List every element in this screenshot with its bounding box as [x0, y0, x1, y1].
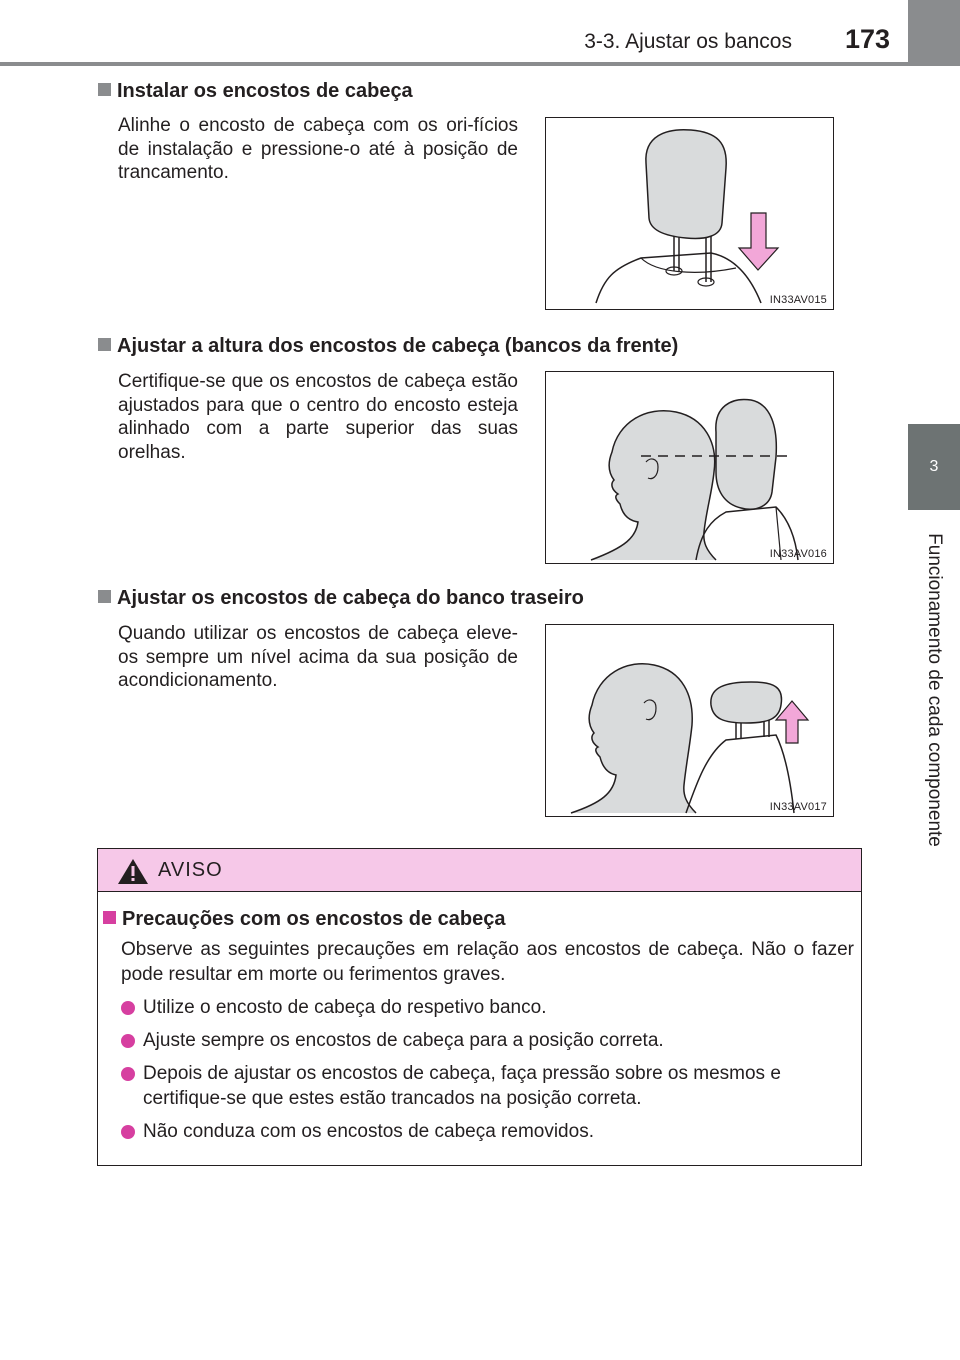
- warning-intro: Observe as seguintes precauções em relação aos encostos de cabeça. Não o fazer pode resultar em morte ou ferimentos graves.: [121, 939, 854, 985]
- figure-front-headrest-height: [545, 371, 834, 564]
- warning-box: [97, 848, 862, 1166]
- headrest-install-illustration: [546, 118, 834, 310]
- section-text-rear: Quando utilizar os encostos de cabeça eleve-os sempre um nível acima da sua posição de acondicionamento.: [118, 623, 518, 691]
- header-tab-block: [908, 0, 960, 66]
- gray-square-icon: [98, 590, 111, 603]
- page-number: 173: [844, 24, 890, 54]
- section-title: 3-3. Ajustar os bancos: [584, 30, 792, 53]
- chapter-title: Funcionamento de cada componente: [924, 533, 945, 847]
- head-alignment-illustration: [546, 372, 834, 564]
- figure-code: IN33AV015: [769, 294, 827, 306]
- warning-header: [98, 849, 861, 892]
- section-heading-front-height: Ajustar a altura dos encostos de cabeça (bancos da frente): [98, 335, 678, 358]
- section-text-install: Alinhe o encosto de cabeça com os ori-fícios de instalação e pressione-o até à posição de trancamento.: [118, 115, 518, 183]
- warning-item: Utilize o encosto de cabeça do respetivo banco.: [121, 995, 857, 1020]
- magenta-dot-icon: [121, 1125, 135, 1139]
- rear-headrest-illustration: [546, 625, 834, 817]
- figure-rear-headrest: [545, 624, 834, 817]
- section-heading-install: Instalar os encostos de cabeça: [98, 80, 413, 103]
- figure-code: IN33AV016: [769, 548, 827, 560]
- gray-square-icon: [98, 83, 111, 96]
- header-rule: [0, 62, 960, 66]
- section-heading-rear: Ajustar os encostos de cabeça do banco traseiro: [98, 587, 584, 610]
- warning-heading: Precauções com os encostos de cabeça: [103, 908, 506, 931]
- figure-install-headrest: [545, 117, 834, 310]
- magenta-square-icon: [103, 911, 116, 924]
- magenta-dot-icon: [121, 1034, 135, 1048]
- chapter-number: 3: [929, 458, 939, 475]
- chapter-tab[interactable]: [908, 424, 960, 510]
- warning-item: Ajuste sempre os encostos de cabeça para a posição correta.: [121, 1028, 857, 1053]
- warning-label: AVISO: [158, 859, 223, 881]
- warning-item: Depois de ajustar os encostos de cabeça, faça pressão sobre os mesmos e certifique-se que estes estão trancados na posição correta.: [121, 1061, 857, 1111]
- warning-triangle-icon: [116, 857, 150, 885]
- magenta-dot-icon: [121, 1001, 135, 1015]
- warning-item: Não conduza com os encostos de cabeça removidos.: [121, 1119, 857, 1144]
- gray-square-icon: [98, 338, 111, 351]
- section-text-front-height: Certifique-se que os encostos de cabeça estão ajustados para que o centro do encosto esteja alinhado com a parte superior das suas orelhas.: [118, 371, 518, 463]
- figure-code: IN33AV017: [769, 801, 827, 813]
- magenta-dot-icon: [121, 1067, 135, 1081]
